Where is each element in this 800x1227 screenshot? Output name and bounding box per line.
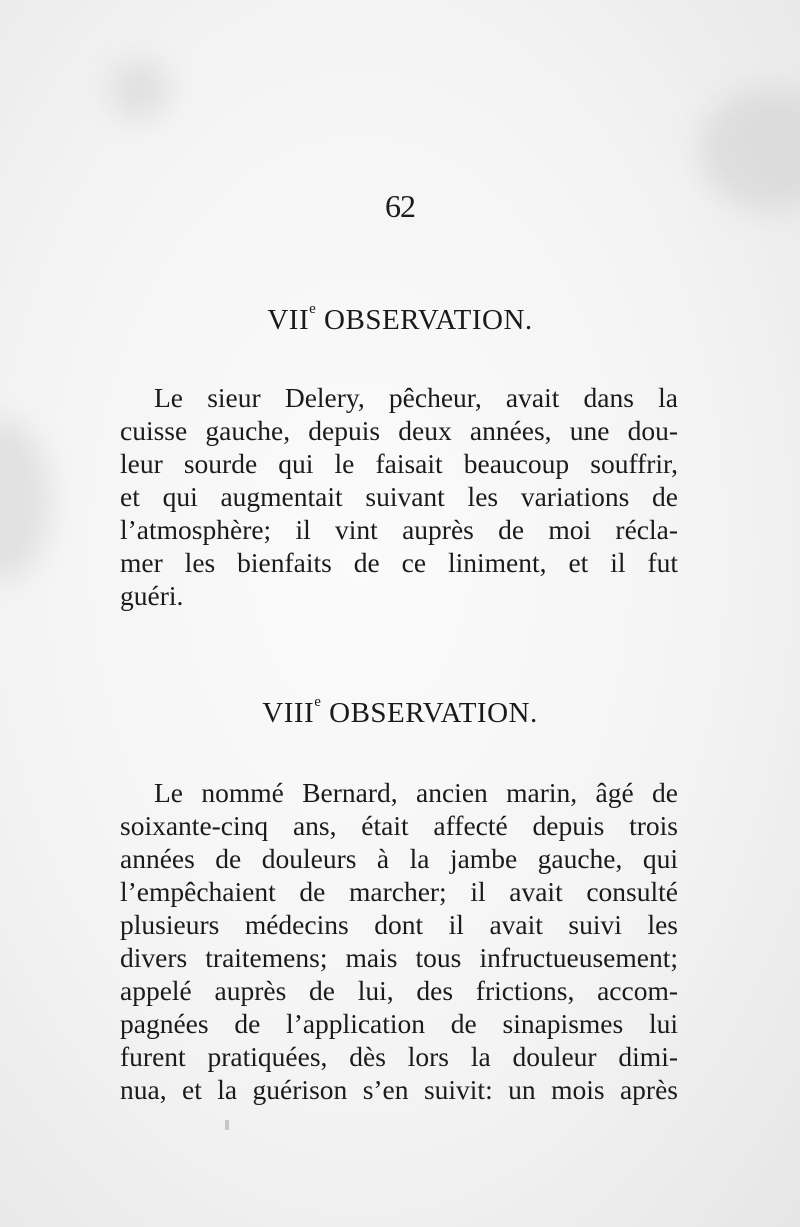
heading-numeral: VII: [267, 304, 310, 336]
heading-title: OBSERVATION.: [316, 304, 533, 336]
text-line: Le nommé Bernard, ancien marin, âgé de: [154, 777, 678, 808]
heading-superscript: e: [314, 694, 322, 710]
observation-viii-paragraph: [120, 776, 678, 1106]
text-line: mer les bienfaits de ce liniment, et il fut: [120, 547, 678, 578]
text-line: plusieurs médecins dont il avait suivi les: [120, 909, 678, 940]
heading-superscript: e: [309, 301, 317, 317]
paper-stain: [0, 420, 50, 580]
print-mark: [225, 1120, 229, 1130]
text-line: soixante-cinq ans, était affecté depuis trois: [120, 810, 678, 841]
text-line: l’empêchaient de marcher; il avait consulté: [120, 876, 678, 907]
heading-numeral: VIII: [262, 697, 315, 729]
text-line: pagnées de l’application de sinapismes lui: [120, 1008, 678, 1039]
heading-title: OBSERVATION.: [321, 697, 538, 729]
page-number: 62: [385, 188, 415, 224]
text-line: leur sourde qui le faisait beaucoup souffrir,: [120, 448, 678, 479]
text-line: guéri.: [120, 580, 184, 611]
text-line: nua, et la guérison s’en suivit: un mois après: [120, 1074, 678, 1105]
text-line: Le sieur Delery, pêcheur, avait dans la: [154, 382, 678, 413]
text-line: l’atmosphère; il vint auprès de moi récla-: [120, 514, 678, 545]
section-heading-viii: [0, 694, 800, 730]
text-line: et qui augmentait suivant les variations de: [120, 481, 678, 512]
text-line: cuisse gauche, depuis deux années, une dou-: [120, 415, 678, 446]
text-line: appelé auprès de lui, des frictions, accom-: [120, 975, 678, 1006]
paper-stain: [110, 60, 170, 120]
text-line: divers traitemens; mais tous infructueusement;: [120, 942, 678, 973]
observation-vii-paragraph: [120, 381, 678, 612]
section-heading-vii: [0, 301, 800, 337]
text-line: furent pratiquées, dès lors la douleur dimi-: [120, 1041, 678, 1072]
text-line: années de douleurs à la jambe gauche, qui: [120, 843, 678, 874]
